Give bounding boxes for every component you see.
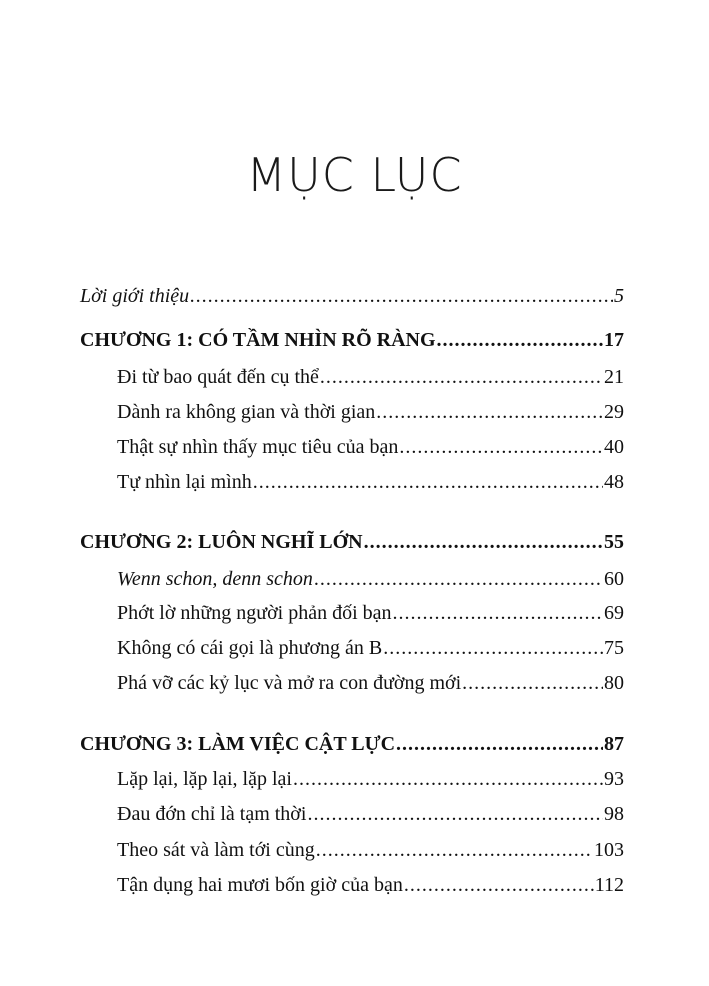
section-title: Phá vỡ các kỷ lục và mở ra con đường mới bbox=[117, 672, 462, 694]
section-page: 48 bbox=[604, 471, 624, 493]
section-page: 29 bbox=[604, 401, 624, 423]
toc-section[interactable] bbox=[117, 871, 624, 899]
chapter-title: CHƯƠNG 2: LUÔN NGHĨ LỚN bbox=[80, 531, 363, 553]
chapter-page: 87 bbox=[604, 733, 624, 755]
section-title: Thật sự nhìn thấy mục tiêu của bạn bbox=[117, 436, 399, 458]
toc-section[interactable] bbox=[117, 565, 624, 593]
section-title: Đau đớn chỉ là tạm thời bbox=[117, 803, 307, 825]
toc-section[interactable] bbox=[117, 468, 624, 496]
dot-leader bbox=[316, 836, 593, 864]
dot-leader bbox=[253, 468, 603, 496]
section-page: 93 bbox=[604, 768, 624, 790]
section-page: 80 bbox=[604, 672, 624, 694]
dot-leader bbox=[307, 800, 603, 828]
chapter-page: 17 bbox=[604, 329, 624, 351]
dot-leader bbox=[190, 282, 613, 310]
toc-chapter-2[interactable] bbox=[80, 528, 624, 556]
toc-section[interactable] bbox=[117, 433, 624, 461]
toc-entry-page: 5 bbox=[614, 285, 624, 307]
dot-leader bbox=[396, 730, 603, 758]
dot-leader bbox=[404, 871, 594, 899]
section-page: 69 bbox=[604, 602, 624, 624]
dot-leader bbox=[320, 363, 603, 391]
dot-leader bbox=[399, 433, 603, 461]
dot-leader bbox=[393, 599, 603, 627]
section-page: 75 bbox=[604, 637, 624, 659]
section-page: 40 bbox=[604, 436, 624, 458]
section-page: 112 bbox=[594, 874, 624, 896]
toc-entry-intro[interactable] bbox=[80, 282, 624, 310]
section-page: 60 bbox=[604, 568, 624, 590]
section-title: Tự nhìn lại mình bbox=[117, 471, 252, 493]
section-title: Không có cái gọi là phương án B bbox=[117, 637, 383, 659]
section-title: Phớt lờ những người phản đối bạn bbox=[117, 602, 392, 624]
dot-leader bbox=[376, 398, 603, 426]
toc-section[interactable] bbox=[117, 836, 624, 864]
section-title: Tận dụng hai mươi bốn giờ của bạn bbox=[117, 874, 403, 896]
chapter-page: 55 bbox=[604, 531, 624, 553]
toc-section[interactable] bbox=[117, 669, 624, 697]
section-title: Đi từ bao quát đến cụ thể bbox=[117, 366, 319, 388]
section-page: 98 bbox=[604, 803, 624, 825]
dot-leader bbox=[437, 326, 603, 354]
page-title: MỤC LỤC bbox=[246, 148, 463, 202]
section-page: 21 bbox=[604, 366, 624, 388]
toc-section[interactable] bbox=[117, 398, 624, 426]
toc-section[interactable] bbox=[117, 363, 624, 391]
toc-section[interactable] bbox=[117, 765, 624, 793]
toc-section[interactable] bbox=[117, 634, 624, 662]
dot-leader bbox=[383, 634, 603, 662]
toc-chapter-1[interactable] bbox=[80, 326, 624, 354]
dot-leader bbox=[314, 565, 603, 593]
toc-chapter-3[interactable] bbox=[80, 730, 624, 758]
section-title: Lặp lại, lặp lại, lặp lại bbox=[117, 768, 292, 790]
section-page: 103 bbox=[594, 839, 624, 861]
chapter-title: CHƯƠNG 1: CÓ TẦM NHÌN RÕ RÀNG bbox=[80, 329, 436, 351]
dot-leader bbox=[293, 765, 603, 793]
toc-entry-label: Lời giới thiệu bbox=[80, 285, 190, 307]
section-title: Wenn schon, denn schon bbox=[117, 568, 313, 590]
dot-leader bbox=[462, 669, 603, 697]
section-title: Theo sát và làm tới cùng bbox=[117, 839, 315, 861]
chapter-title: CHƯƠNG 3: LÀM VIỆC CẬT LỰC bbox=[80, 733, 396, 755]
toc-section[interactable] bbox=[117, 800, 624, 828]
toc-section[interactable] bbox=[117, 599, 624, 627]
dot-leader bbox=[364, 528, 603, 556]
section-title: Dành ra không gian và thời gian bbox=[117, 401, 376, 423]
